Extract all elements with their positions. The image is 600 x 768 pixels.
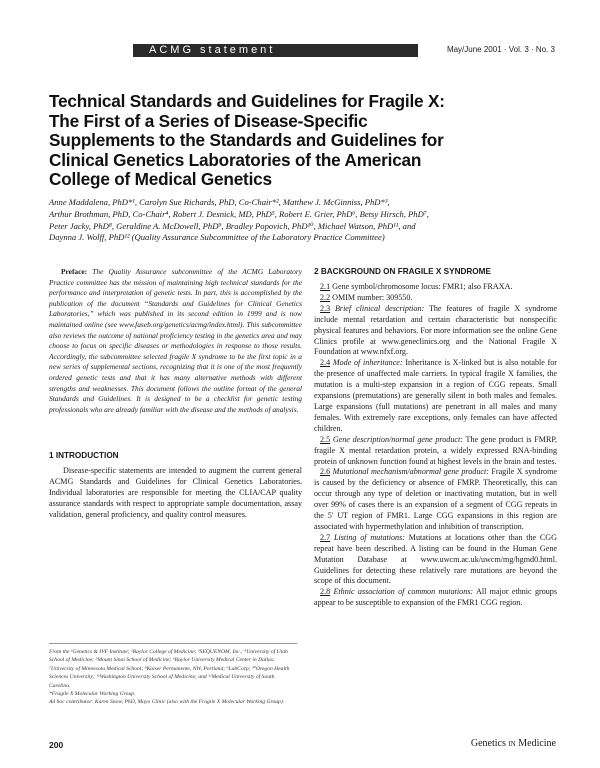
item-label: Brief clinical description:	[334, 303, 425, 313]
item-number: 2.4	[320, 358, 331, 368]
background-item	[314, 282, 557, 293]
issue-info: May/June 2001 · Vol. 3 · No. 3	[446, 45, 555, 54]
preface	[49, 267, 302, 415]
background-item	[314, 467, 557, 532]
page-number: 200	[49, 740, 64, 750]
title-line: Clinical Genetics Laboratories of the American	[49, 149, 422, 170]
section-label: ACMG statement	[149, 44, 276, 56]
item-number: 2.2	[320, 292, 331, 302]
item-number: 2.5	[320, 434, 331, 444]
item-label: Mode of inheritance:	[332, 358, 403, 368]
item-text: All major ethnic groups appear to be susceptible to expansion of the FMR1 CGG region.	[314, 587, 558, 608]
footnotes	[49, 643, 297, 707]
journal-word: Genetics	[470, 738, 506, 749]
section-label-bar	[133, 44, 418, 57]
left-column	[49, 267, 302, 521]
item-text: The gene product is FMRP, fragile X mental retardation protein, a widely expressed RNA-binding protein of unknown function found at highest levels in the brain and testes.	[314, 434, 557, 466]
journal-word: Medicine	[518, 738, 556, 749]
preface-label: Preface:	[61, 267, 88, 276]
author-line: Anne Maddalena, PhD*¹, Carolyn Sue Richards, PhD, Co-Chair*², Matthew J. McGinniss, PhD*³,	[49, 197, 390, 207]
journal-word: IN	[508, 740, 516, 748]
background-item	[314, 293, 557, 304]
affiliations-footnote: From the ¹Genetics & IVF Institute; ²Baylor College of Medicine; ³SEQUENOM, Inc.; ⁴University of Utah School of Medicine; ⁵Mount Sinai School of Medicine; ⁶Baylor University Medical Center in Dallas; ⁷University of Minnesota Medical School; ⁸Kaiser Permanente, NW, Portland; ⁹LabCorp; ¹⁰Oregon Health Sciences University; ¹¹Washington University School of Medicine; and ¹²Medical University of South Carolina.	[49, 649, 290, 689]
background-heading: 2 BACKGROUND ON FRAGILE X SYNDROME	[314, 267, 491, 276]
title-line: College of Medical Genetics	[49, 169, 272, 189]
background-item	[314, 587, 557, 609]
item-text: Mutations at locations other than the CGG repeat have been described. A listing can be found in the Human Gene Mutation Database at www.uwcm.ac.uk/uwcm/mg/hgmd0.html. Guidelines for detecting these relatively rare mutations are beyond the scope of this document.	[314, 532, 557, 586]
title-line: The First of a Series of Disease-Specific	[49, 110, 368, 131]
item-label: Listing of mutations:	[333, 532, 405, 542]
item-text: OMIM number: 309550.	[332, 292, 413, 302]
item-label: Gene description/normal gene product:	[332, 434, 463, 444]
item-text: Gene symbol/chromosome locus: FMR1; also FRAXA.	[332, 282, 513, 291]
journal-name	[471, 738, 556, 749]
item-number: 2.1	[320, 282, 331, 291]
author-line: Arthur Brothman, PhD, Co-Chair⁴, Robert J. Desnick, MD, PhD⁵, Robert E. Grier, PhD⁶, Betsy Hirsch, PhD⁷,	[49, 208, 429, 219]
item-text: Inheritance is X-linked but is also notable for the presence of unaffected male carriers. In typical fragile X families, the mutation is a multi-step expansion in a region of CGG repeats. Small expansions (premutations) are generally silent in both males and females. Large expansions (full mutations) are penetrant in all males and many females. With extremely rare exceptions, only females can have affected children.	[314, 358, 558, 433]
background-item	[314, 358, 557, 434]
item-number: 2.8	[320, 587, 331, 597]
title-line: Technical Standards and Guidelines for Fragile X:	[49, 91, 445, 111]
background-item	[314, 435, 557, 468]
item-text: Fragile X syndrome is caused by the deficiency or absence of FMRP. Theoretically, this can occur through any type of deletion or inactivating mutation, but in well over 99% of cases there is an expansion of a segment of CGG repeats in the 5′ UT region of FMR1. Large CGG expansions in this region are associated with hypermethylation and inhibition of transcription.	[314, 467, 557, 531]
item-number: 2.7	[320, 532, 331, 542]
item-text: The features of fragile X syndrome include mental retardation and certain characteristic but nonspecific physical features and behaviors. For more information see the online Gene Clinics profile at www.geneclinics.org and the National Fragile X Foundation at www.nfxf.org.	[314, 303, 557, 357]
background-items	[314, 282, 557, 609]
background-item	[314, 304, 557, 359]
contributor-footnote: Ad hoc contributor: Karen Snow, PhD, Mayo Clinic (also with the Fragile X Molecular Working Group).	[49, 699, 285, 706]
item-number: 2.3	[320, 303, 331, 313]
right-column	[314, 267, 557, 609]
author-line: Daynna J. Wolff, PhD¹² (Quality Assurance Subcommittee of the Laboratory Practice Committee)	[49, 232, 385, 243]
item-label: Mutational mechanism/abnormal gene product:	[332, 467, 489, 477]
item-label: Ethnic association of common mutations:	[333, 587, 474, 597]
article-title	[49, 92, 569, 190]
intro-text: Disease-specific statements are intended to augment the current general ACMG Standards and Guidelines for Clinical Genetics Laboratories. Individual laboratories are responsible for meeting the CLIA/CAP quality assurance standards with respect to appropriate sample documentation, assay validation, general proficiency, and quality control measures.	[49, 466, 302, 519]
author-line: Peter Jacky, PhD⁸, Geraldine A. McDowell, PhD⁹, Bradley Popovich, PhD¹⁰, Michael Watson, PhD¹¹, and	[49, 220, 416, 231]
author-list	[49, 197, 569, 244]
working-group-footnote: *Fragile X Molecular Working Group.	[49, 691, 136, 698]
title-line: Supplements to the Standards and Guidelines for	[49, 130, 444, 150]
preface-text: The Quality Assurance subcommittee of the ACMG Laboratory Practice committee has the mission of maintaining high technical standards for the performance and interpretation of genetic tests. In part, this is accomplished by the publication of the document “Standards and Guidelines for Clinical Genetics Laboratories,” which was published in its second edition in 1999 and is now maintained online (see www.faseb.org/genetics/acmg/index.html). This subcommittee also reviews the outcome of national proficiency testing in the genetics area and may choose to focus on specific diseases or methodologies in response to those results. Accordingly, the subcommittee selected fragile X syndrome to be the first topic in a new series of supplemental sections, recognizing that it is one of the most frequently ordered genetic tests and that it has many alternative methods with different strengths and weaknesses. This document follows the outline format of the general Standards and Guidelines. It is designed to be a checklist for genetic testing professionals who are already familiar with the disease and the methods of analysis.	[49, 267, 302, 414]
background-item	[314, 533, 557, 588]
intro-heading: 1 INTRODUCTION	[49, 451, 119, 461]
item-number: 2.6	[320, 467, 331, 477]
